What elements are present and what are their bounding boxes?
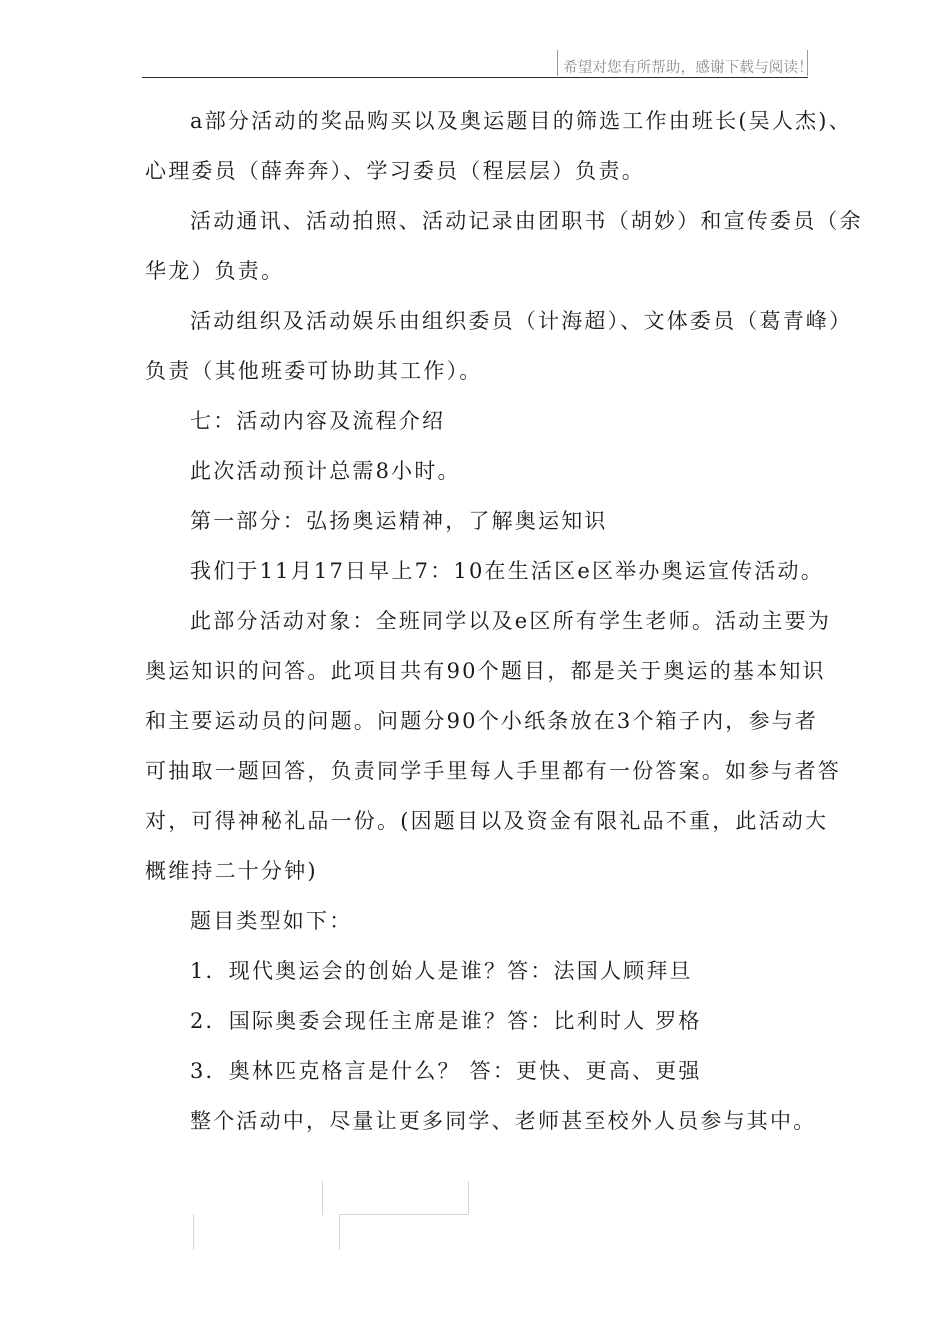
body-line: 活动通讯、活动拍照、活动记录由团职书（胡妙）和宣传委员（余 xyxy=(190,209,863,233)
body-line: 此次活动预计总需8小时。 xyxy=(190,459,461,483)
corner-mark xyxy=(339,1214,340,1250)
header-note: 希望对您有所帮助，感谢下载与阅读！ xyxy=(563,60,813,76)
corner-mark xyxy=(468,1181,469,1215)
body-line: 对，可得神秘礼品一份。(因题目以及资金有限礼品不重，此活动大 xyxy=(145,809,829,833)
question-item: 2．国际奥委会现任主席是谁？答：比利时人 罗格 xyxy=(190,1009,702,1033)
corner-mark xyxy=(339,1214,469,1215)
body-line: 和主要运动员的问题。问题分90个小纸条放在3个箱子内，参与者 xyxy=(145,709,819,733)
body-line: 我们于11月17日早上7：10在生活区e区举办奥运宣传活动。 xyxy=(190,559,824,583)
corner-mark xyxy=(322,1181,323,1215)
question-item: 3．奥林匹克格言是什么？ 答：更快、更高、更强 xyxy=(190,1059,702,1083)
body-line: 此部分活动对象：全班同学以及e区所有学生老师。活动主要为 xyxy=(190,609,832,633)
subsection-heading: 第一部分：弘扬奥运精神，了解奥运知识 xyxy=(190,509,608,533)
body-line: 负责（其他班委可协助其工作）。 xyxy=(145,359,483,383)
section-heading: 七：活动内容及流程介绍 xyxy=(190,409,446,433)
corner-mark xyxy=(193,1214,194,1250)
body-line: 活动组织及活动娱乐由组织委员（计海超）、文体委员（葛青峰） xyxy=(190,309,853,333)
body-line: 题目类型如下： xyxy=(190,909,353,933)
body-line: 华龙）负责。 xyxy=(145,259,285,283)
body-line: 概维持二十分钟) xyxy=(145,859,318,883)
body-line: 整个活动中，尽量让更多同学、老师甚至校外人员参与其中。 xyxy=(190,1109,817,1133)
question-item: 1．现代奥运会的创始人是谁？答：法国人顾拜旦 xyxy=(190,959,693,983)
header-rule xyxy=(142,77,808,78)
body-line: 可抽取一题回答，负责同学手里每人手里都有一份答案。如参与者答 xyxy=(145,759,841,783)
body-line: a部分活动的奖品购买以及奥运题目的筛选工作由班长(吴人杰)、 xyxy=(190,109,852,133)
body-line: 奥运知识的问答。此项目共有90个题目，都是关于奥运的基本知识 xyxy=(145,659,826,683)
body-line: 心理委员（薛奔奔）、学习委员（程层层）负责。 xyxy=(145,159,645,183)
